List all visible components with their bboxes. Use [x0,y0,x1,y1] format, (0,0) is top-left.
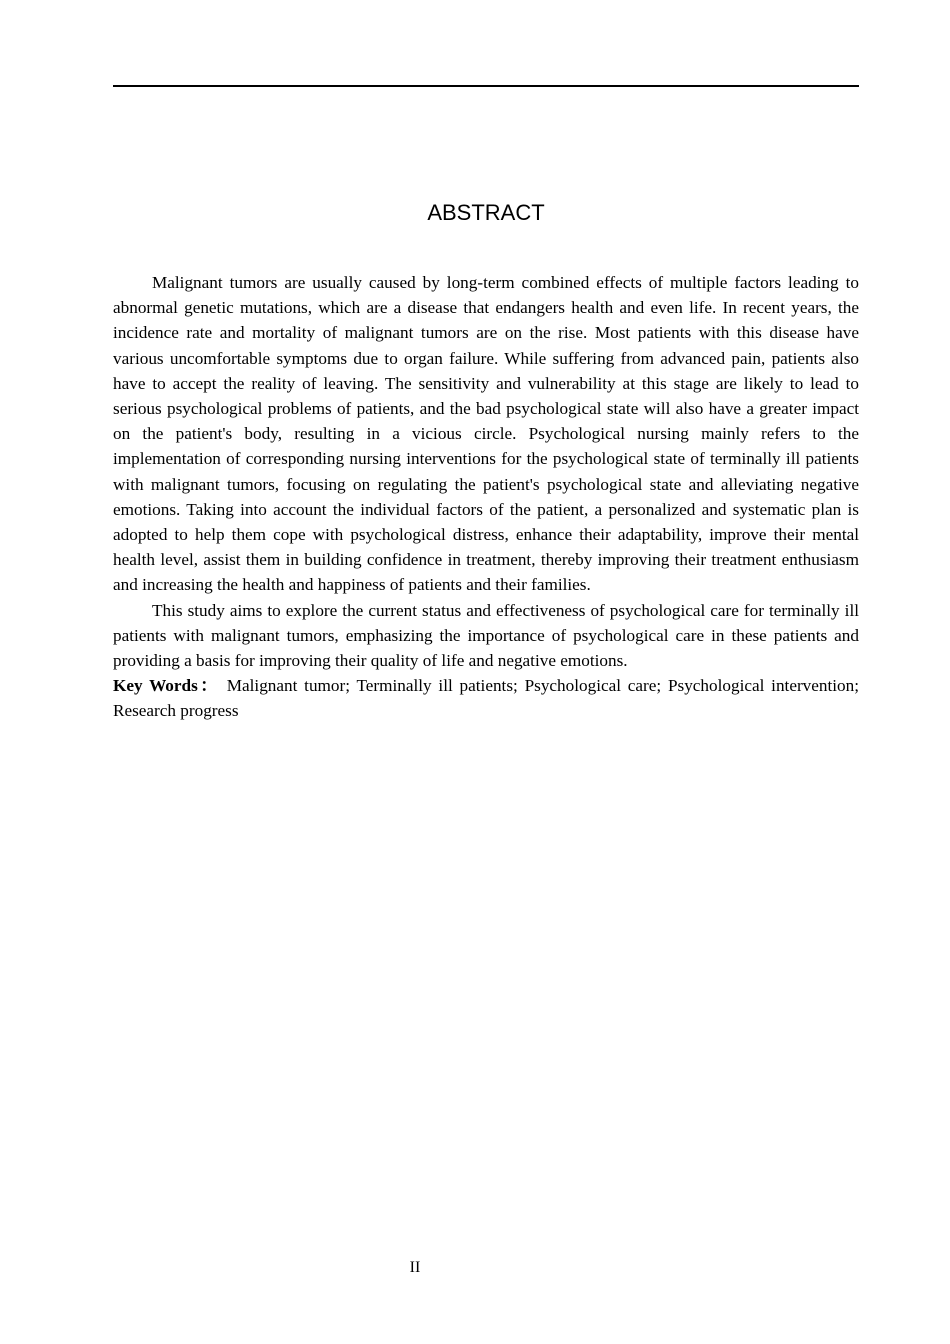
keywords-label: Key Words： [113,676,220,696]
abstract-paragraph-1: Malignant tumors are usually caused by long-term combined effects of multiple factors leading to abnormal genetic mutations, which are a disease that endangers health and even life. In recent years, the incidence rate and mortality of malignant tumors are on the rise. Most patients with this disease have various uncomfortable symptoms due to organ failure. While suffering from advanced pain, patients also have to accept the reality of leaving. The sensitivity and vulnerability at this stage are likely to lead to serious psychological problems of patients, and the bad psychological state will also have a greater impact on the patient's body, resulting in a vicious circle. Psychological nursing mainly refers to the implementation of corresponding nursing interventions for the psychological state of terminally ill patients with malignant tumors, focusing on regulating the patient's psychological state and alleviating negative emotions. Taking into account the individual factors of the patient, a personalized and systematic plan is adopted to help them cope with psychological distress, enhance their adaptability, improve their mental health level, assist them in building confidence in treatment, thereby improving their treatment enthusiasm and increasing the health and happiness of patients and their families. [113,273,859,595]
keywords-text: Malignant tumor; Terminally ill patients; Psychological care; Psychological intervention; Research progress [113,676,859,721]
keywords-line [113,673,859,723]
abstract-heading: ABSTRACT [427,200,545,225]
header-rule [113,85,859,87]
page-number: II [409,1259,421,1276]
abstract-paragraph-2: This study aims to explore the current status and effectiveness of psychological care for terminally ill patients with malignant tumors, emphasizing the importance of psychological care in these patients and providing a basis for improving their quality of life and negative emotions. [113,600,859,671]
abstract-body [113,270,859,724]
